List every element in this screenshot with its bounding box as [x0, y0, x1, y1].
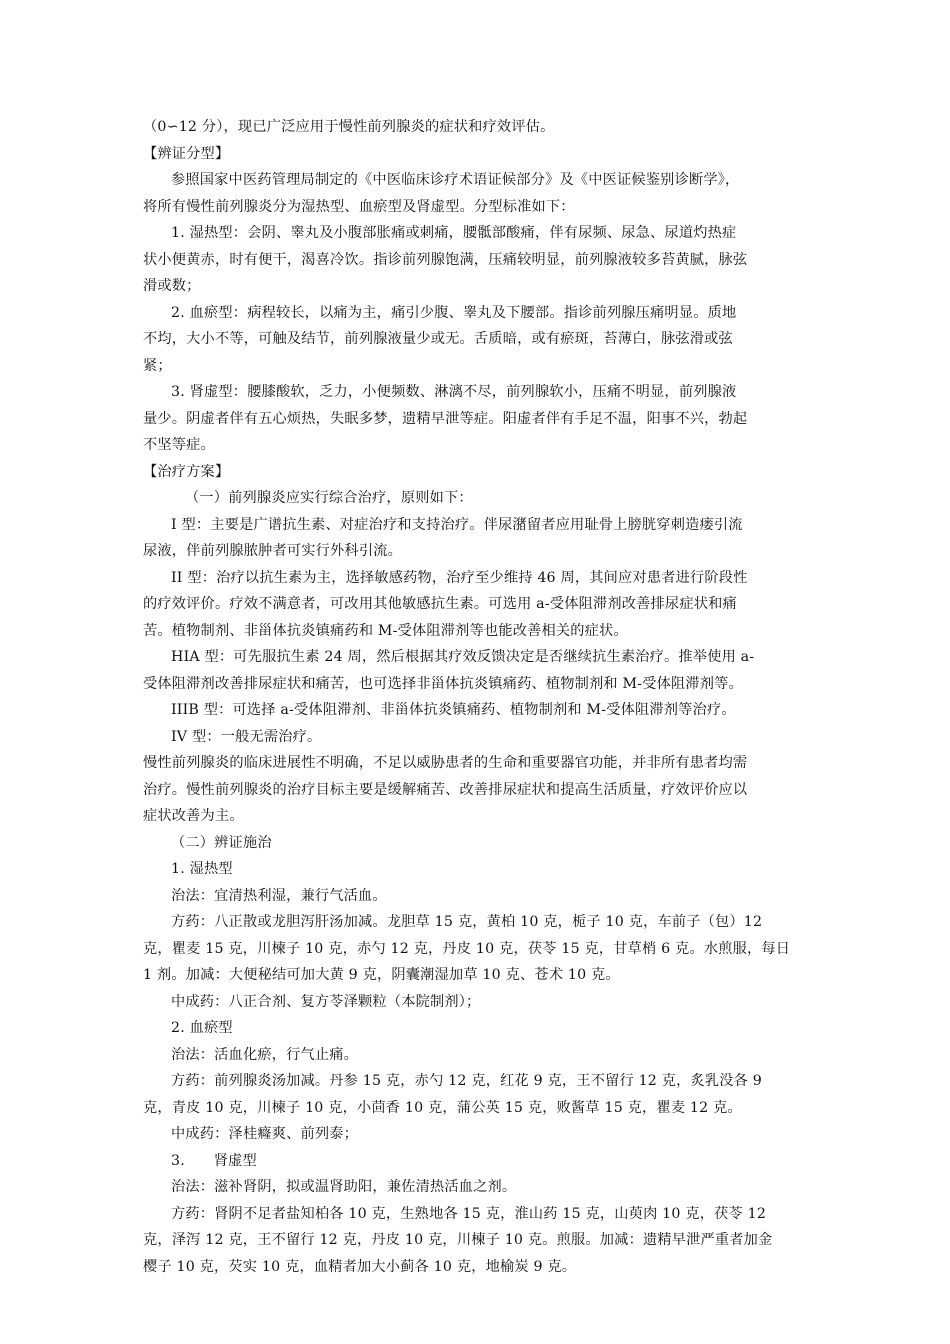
text-line: 方药：肾阴不足者盐知柏各 10 克，生熟地各 15 克，淮山药 15 克，山萸肉 10 克，茯苓 12	[171, 1205, 767, 1222]
text-line: II 型：治疗以抗生素为主，选择敏感药物，治疗至少维持 46 周，其间应对患者进行阶段性	[171, 569, 748, 586]
text-line: 克，青皮 10 克，川楝子 10 克，小茴香 10 克，蒲公英 15 克，败酱草 15 克，瞿麦 12 克。	[143, 1099, 742, 1116]
text-line: 将所有慢性前列腺炎分为湿热型、血瘀型及肾虚型。分型标准如下：	[143, 198, 575, 215]
text-line: 1. 湿热型	[171, 861, 233, 877]
text-line: 方药：八正散或龙胆泻肝汤加减。龙胆草 15 克，黄柏 10 克，栀子 10 克，车前子（包）12	[171, 914, 763, 930]
text-line: 1 剂。加减：大便秘结可加大黄 9 克，阴囊潮湿加草 10 克、苍术 10 克。	[143, 967, 620, 983]
text-line: 苦。植物制剂、非甾体抗炎镇痛药和 M-受体阻滞剂等也能改善相关的症状。	[143, 622, 628, 639]
text-line: 量少。阴虚者伴有五心烦热，失眠多梦，遗精早泄等症。阳虚者伴有手足不温，阳事不兴，勃起	[143, 410, 748, 427]
text-line: 不均，大小不等，可触及结节，前列腺液量少或无。舌质暗，或有瘀斑，苔薄白，脉弦滑或弦	[143, 331, 733, 347]
text-line: 【辨证分型】	[143, 145, 230, 162]
text-line: 治法：宜清热利湿，兼行气活血。	[171, 887, 387, 904]
text-line: 受体阻滞剂改善排尿症状和痛苦，也可选择非甾体抗炎镇痛药、植物制剂和 M-受体阻滞剂等。	[143, 675, 743, 692]
text-line: 樱子 10 克，芡实 10 克，血精者加大小蓟各 10 克，地榆炭 9 克。	[143, 1258, 577, 1275]
text-line: 2. 血瘀型	[171, 1020, 233, 1036]
text-line: I 型：主要是广谱抗生素、对症治疗和支持治疗。伴尿潴留者应用耻骨上膀胱穿刺造瘘引流	[171, 516, 743, 533]
text-line: 3. 肾虚型	[171, 1152, 257, 1169]
text-line: 克，瞿麦 15 克，川楝子 10 克，赤勺 12 克，丹皮 10 克，茯苓 15 克，甘草梢 6 克。水煎服，每日	[143, 940, 791, 957]
text-line: 参照国家中医药管理局制定的《中医临床诊疗术语证候部分》及《中医证候鉴别诊断学》，	[171, 172, 740, 188]
text-line: 中成药：八正合剂、复方苓泽颗粒（本院制剂）；	[171, 993, 481, 1010]
text-line: 【治疗方案】	[143, 463, 230, 480]
text-line: IV 型：一般无需治疗。	[171, 728, 322, 745]
text-line: IIIB 型：可选择 a-受体阻滞剂、非甾体抗炎镇痛药、植物制剂和 M-受体阻滞剂等治疗。	[171, 702, 736, 718]
text-line: 3. 肾虚型：腰膝酸软，乏力，小便频数、淋漓不尽，前列腺软小，压痛不明显，前列腺液	[171, 384, 737, 400]
text-line: 紧；	[143, 357, 172, 374]
text-line: 治疗。慢性前列腺炎的治疗目标主要是缓解痛苦、改善排尿症状和提高生活质量，疗效评价应以	[143, 781, 748, 798]
text-line: （二）辨证施治	[171, 834, 272, 851]
text-line: 症状改善为主。	[143, 808, 244, 824]
text-line: （一）前列腺炎应实行综合治疗，原则如下：	[185, 490, 473, 506]
text-line: 治法：活血化瘀，行气止痛。	[171, 1046, 359, 1063]
text-line: 的疗效评价。疗效不满意者，可改用其他敏感抗生素。可选用 a-受体阻滞剂改善排尿症状和痛	[143, 596, 737, 612]
text-line: 方药：前列腺炎汤加减。丹参 15 克，赤勺 12 克，红花 9 克，王不留行 12 克，炙乳没各 9	[171, 1073, 762, 1089]
text-line: 中成药：泽桂癃爽、前列泰；	[171, 1126, 359, 1142]
document-body	[143, 114, 823, 1280]
text-line: 尿液，伴前列腺脓肿者可实行外科引流。	[143, 543, 402, 559]
text-line: HIA 型：可先服抗生素 24 周，然后根据其疗效反馈决定是否继续抗生素治疗。推举使用 a-	[171, 649, 755, 665]
text-line: 克，泽泻 12 克，王不留行 12 克，丹皮 10 克，川楝子 10 克。煎服。加减：遗精早泄严重者加金	[143, 1232, 773, 1248]
text-line: 2. 血瘀型：病程较长，以痛为主，痛引少腹、睾丸及下腰部。指诊前列腺压痛明显。质地	[171, 304, 737, 321]
text-line: 治法：滋补肾阴，拟或温肾助阳，兼佐清热活血之剂。	[171, 1179, 517, 1195]
text-line: 慢性前列腺炎的临床进展性不明确，不足以威胁患者的生命和重要器官功能，并非所有患者均需	[143, 755, 748, 771]
text-line: 不坚等症。	[143, 437, 215, 453]
text-line: 1. 湿热型：会阴、睾丸及小腹部胀痛或刺痛，腰骶部酸痛，伴有尿频、尿急、尿道灼热症	[171, 225, 737, 241]
text-line: （0∽12 分），现已广泛应用于慢性前列腺炎的症状和疗效评估。	[143, 119, 555, 135]
text-line: 状小便黄赤，时有便干，渴喜冷饮。指诊前列腺饱满，压痛较明显，前列腺液较多苔黄腻，脉弦	[143, 251, 748, 268]
text-line: 滑或数；	[143, 278, 201, 294]
